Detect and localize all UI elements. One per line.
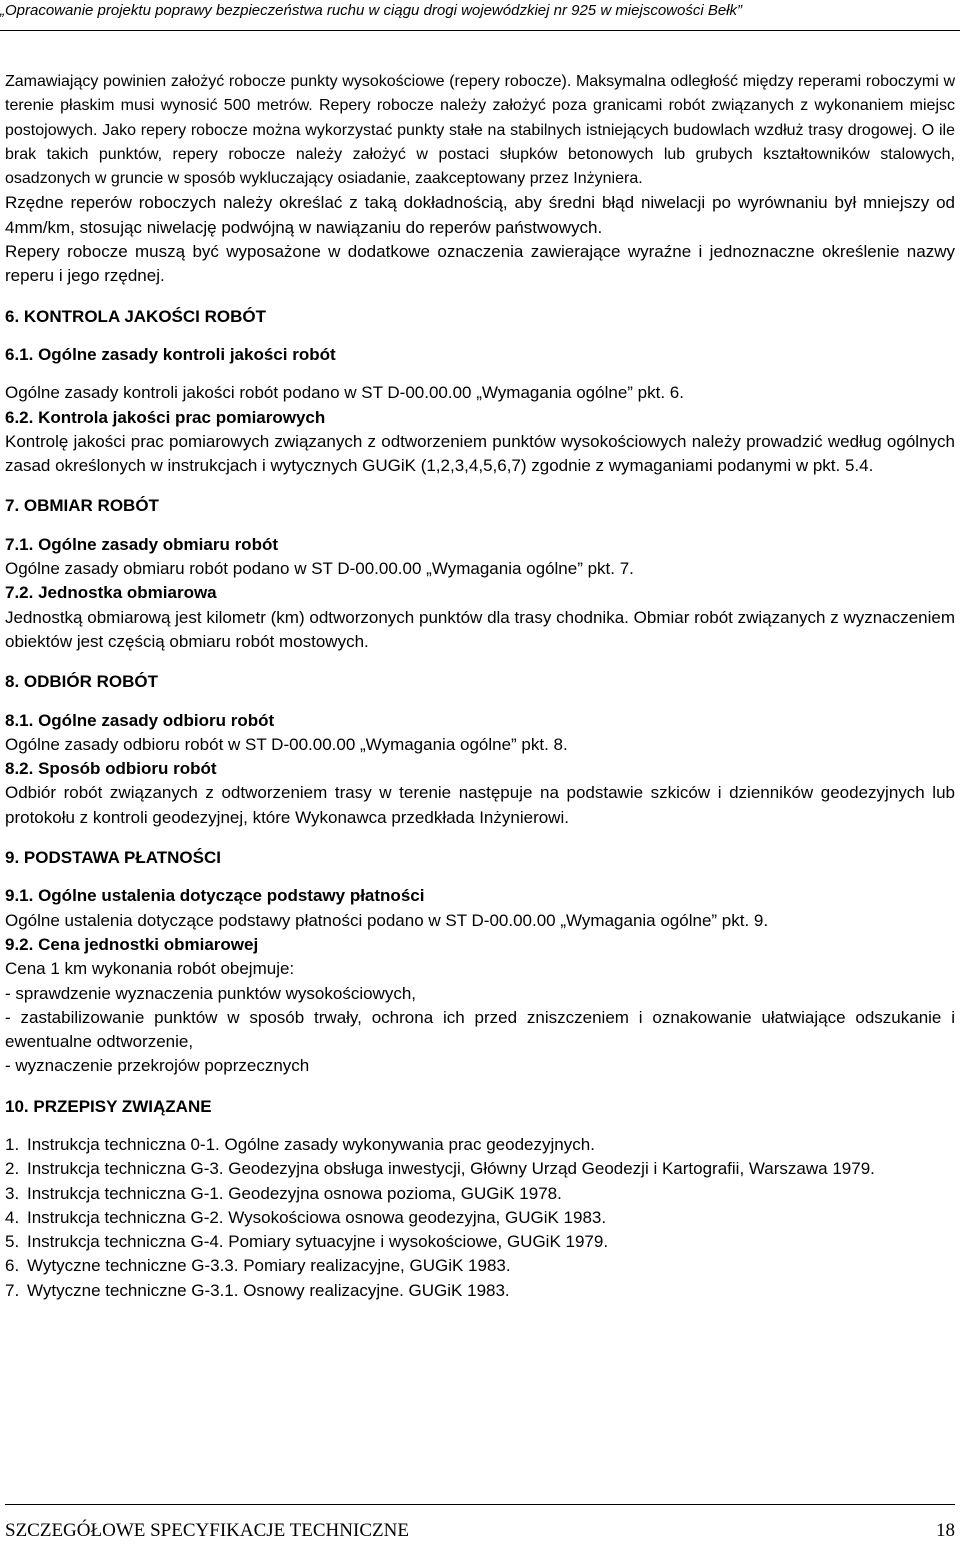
intro-paragraph-2: Rzędne reperów roboczych należy określać z taką dokładnością, aby średni błąd niwelacji po wyrównaniu był mniejszy od 4mm/km, stosując niwelację podwójną w nawiązaniu do reperów państwowych. xyxy=(5,193,955,237)
section-7-2-title: 7.2. Jednostka obmiarowa xyxy=(5,583,217,603)
intro-paragraph-3: Repery robocze muszą być wyposażone w dodatkowe oznaczenia zawierające wyraźne i jednoznaczne określenie nazwy reperu i jego rzędnej. xyxy=(5,242,955,286)
section-6-2-title: 6.2. Kontrola jakości prac pomiarowych xyxy=(5,407,326,427)
section-9-1-title: 9.1. Ogólne ustalenia dotyczące podstawy płatności xyxy=(5,886,425,906)
page-number: 18 xyxy=(936,1520,955,1541)
list-item: - zastabilizowanie punktów w sposób trwały, ochrona ich przed zniszczeniem i oznakowanie ułatwiające odszukanie i ewentualne odtworzenie, xyxy=(5,1007,955,1052)
document-body xyxy=(5,70,955,1303)
section-8-2-text: Odbiór robót związanych z odtworzeniem trasy w terenie następuje na podstawie szkiców i dzienników geodezyjnych lub protokołu z kontroli geodezyjnej, które Wykonawca przedkłada Inżynierowi. xyxy=(5,783,955,827)
section-6-1-text: Ogólne zasady kontroli jakości robót podano w ST D-00.00.00 „Wymagania ogólne” pkt. 6. xyxy=(5,383,684,403)
header-divider xyxy=(0,30,960,31)
footer-divider xyxy=(5,1504,955,1505)
section-9-1-text: Ogólne ustalenia dotyczące podstawy płatności podano w ST D-00.00.00 „Wymagania ogólne” pkt. 9. xyxy=(5,910,769,930)
section-6-title: 6. KONTROLA JAKOŚCI ROBÓT xyxy=(5,306,266,326)
reference-item: 5. Instrukcja techniczna G-4. Pomiary sytuacyjne i wysokościowe, GUGiK 1979. xyxy=(5,1232,609,1252)
section-8-1-text: Ogólne zasady odbioru robót w ST D-00.00.00 „Wymagania ogólne” pkt. 8. xyxy=(5,734,568,754)
section-9-2-intro: Cena 1 km wykonania robót obejmuje: xyxy=(5,959,295,979)
footer-title: SZCZEGÓŁOWE SPECYFIKACJE TECHNICZNE xyxy=(5,1520,409,1541)
section-8-1-title: 8.1. Ogólne zasady odbioru robót xyxy=(5,710,275,730)
reference-item: 4. Instrukcja techniczna G-2. Wysokościowa osnowa geodezyjna, GUGiK 1983. xyxy=(5,1207,607,1227)
reference-item: 3. Instrukcja techniczna G-1. Geodezyjna osnowa pozioma, GUGiK 1978. xyxy=(5,1183,562,1203)
reference-item: 6. Wytyczne techniczne G-3.3. Pomiary realizacyjne, GUGiK 1983. xyxy=(5,1256,511,1276)
section-9-2-title: 9.2. Cena jednostki obmiarowej xyxy=(5,934,259,954)
reference-item: 1. Instrukcja techniczna 0-1. Ogólne zasady wykonywania prac geodezyjnych. xyxy=(5,1134,595,1154)
section-6-1-title: 6.1. Ogólne zasady kontroli jakości robót xyxy=(5,344,336,364)
section-6-2-text: Kontrolę jakości prac pomiarowych związanych z odtworzeniem punktów wysokościowych należy prowadzić według ogólnych zasad określonych w instrukcjach i wytycznych GUGiK (1,2,3,4,5,6,7) zgodnie z wymaganiami podanymi w pkt. 5.4. xyxy=(5,431,955,476)
list-item: - wyznaczenie przekrojów poprzecznych xyxy=(5,1056,310,1076)
reference-item: 7. Wytyczne techniczne G-3.1. Osnowy realizacyjne. GUGiK 1983. xyxy=(5,1280,510,1300)
intro-paragraph-1: Zamawiający powinien założyć robocze punkty wysokościowe (repery robocze). Maksymalna odległość między reperami roboczymi w terenie płaskim musi wynosić 500 metrów. Repery robocze należy założyć poza granicami robót związanych z wykonaniem miejsc postojowych. Jako repery robocze można wykorzystać punkty stałe na stabilnych istniejących budowlach wzdłuż trasy drogowej. O ile brak takich punktów, repery robocze należy założyć w postaci słupków betonowych lub grubych kształtowników stalowych, osadzonych w gruncie w sposób wykluczający osiadanie, zaakceptowany przez Inżyniera. xyxy=(5,73,955,188)
section-7-1-title: 7.1. Ogólne zasady obmiaru robót xyxy=(5,534,278,554)
reference-item: 2. Instrukcja techniczna G-3. Geodezyjna obsługa inwestycji, Główny Urząd Geodezji i Kartografii, Warszawa 1979. xyxy=(5,1159,875,1179)
list-item: - sprawdzenie wyznaczenia punktów wysokościowych, xyxy=(5,983,417,1003)
section-9-title: 9. PODSTAWA PŁATNOŚCI xyxy=(5,848,221,868)
intro-section xyxy=(5,70,955,289)
section-7-2-text: Jednostką obmiarową jest kilometr (km) odtworzonych punktów dla trasy chodnika. Obmiar robót związanych z wyznaczeniem obiektów jest częścią obmiaru robót mostowych. xyxy=(5,607,955,651)
section-7-title: 7. OBMIAR ROBÓT xyxy=(5,496,159,516)
references-list xyxy=(5,1133,955,1303)
page-footer xyxy=(5,1520,955,1546)
section-8-title: 8. ODBIÓR ROBÓT xyxy=(5,672,159,692)
section-8-2-title: 8.2. Sposób odbioru robót xyxy=(5,759,217,779)
header-title: „Opracowanie projektu poprawy bezpieczeństwa ruchu w ciągu drogi wojewódzkiej nr 925 w miejscowości Bełk” xyxy=(0,2,743,19)
section-7-1-text: Ogólne zasady obmiaru robót podano w ST D-00.00.00 „Wymagania ogólne” pkt. 7. xyxy=(5,559,634,579)
section-10-title: 10. PRZEPISY ZWIĄZANE xyxy=(5,1096,212,1116)
